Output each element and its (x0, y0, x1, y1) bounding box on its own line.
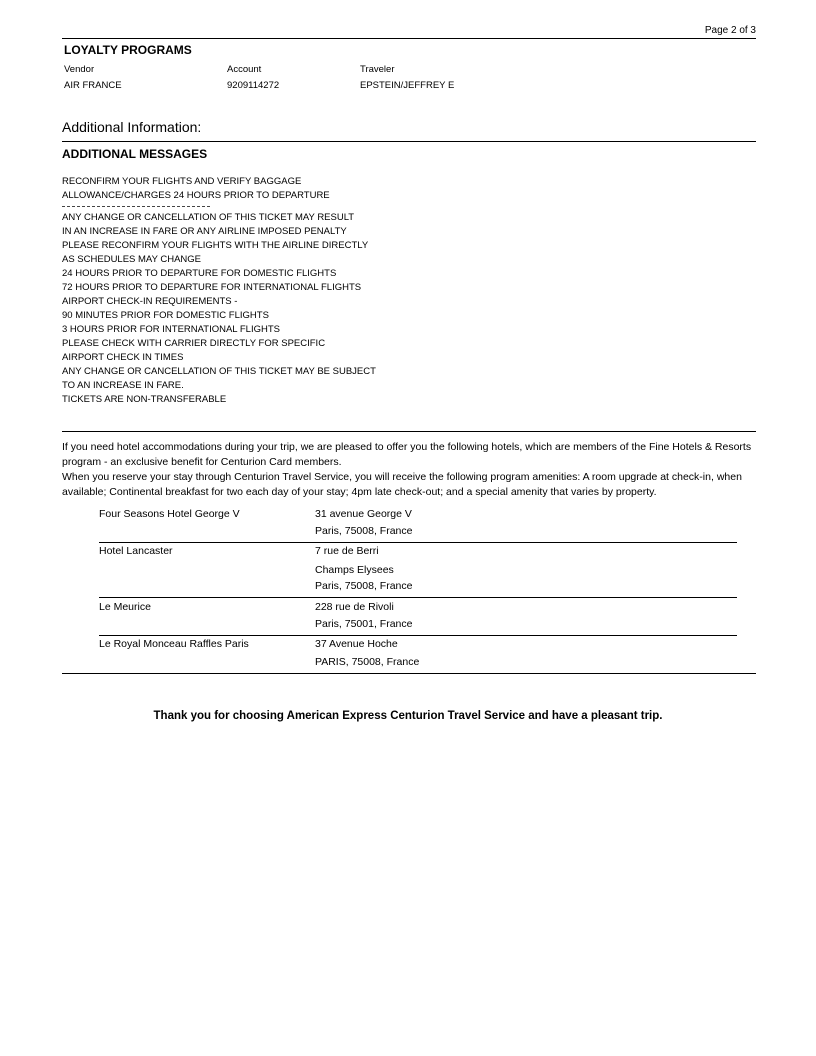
hotel-address-line: Paris, 75008, France (315, 580, 413, 592)
hotel-name: Four Seasons Hotel George V (99, 508, 240, 520)
additional-info-divider (62, 141, 756, 142)
hotel-row-divider (99, 542, 737, 543)
message-line: RECONFIRM YOUR FLIGHTS AND VERIFY BAGGAGE (62, 176, 302, 187)
messages-heading: ADDITIONAL MESSAGES (62, 147, 208, 161)
message-line: ANY CHANGE OR CANCELLATION OF THIS TICKET MAY RESULT (62, 212, 355, 223)
hotel-address-line: 7 rue de Berri (315, 545, 379, 557)
hotel-row-divider (99, 597, 737, 598)
loyalty-vendor: AIR FRANCE (64, 80, 122, 91)
hotel-address-line: Paris, 75008, France (315, 525, 413, 537)
message-line: AIRPORT CHECK IN TIMES (62, 352, 184, 363)
hotels-intro-1: If you need hotel accommodations during your trip, we are pleased to offer you the following hotels, which are members of the Fine Hotels & Resorts program - an exclusive benefit for Centurion Card members. (62, 441, 752, 468)
hotel-name: Le Royal Monceau Raffles Paris (99, 638, 249, 650)
col-traveler-header: Traveler (360, 64, 395, 75)
message-line: 3 HOURS PRIOR FOR INTERNATIONAL FLIGHTS (62, 324, 280, 335)
loyalty-heading: LOYALTY PROGRAMS (64, 43, 192, 57)
message-line: PLEASE CHECK WITH CARRIER DIRECTLY FOR SPECIFIC (62, 338, 326, 349)
message-line: ALLOWANCE/CHARGES 24 HOURS PRIOR TO DEPARTURE (62, 190, 330, 201)
message-line: ANY CHANGE OR CANCELLATION OF THIS TICKET MAY BE SUBJECT (62, 366, 376, 377)
col-account-header: Account (227, 64, 262, 75)
col-vendor-header: Vendor (64, 64, 95, 75)
message-line: TO AN INCREASE IN FARE. (62, 380, 184, 391)
hotels-divider (62, 431, 756, 432)
message-line: PLEASE RECONFIRM YOUR FLIGHTS WITH THE AIRLINE DIRECTLY (62, 240, 369, 251)
hotel-address-line: PARIS, 75008, France (315, 656, 420, 668)
dashed-separator (62, 206, 210, 207)
message-line: IN AN INCREASE IN FARE OR ANY AIRLINE IMPOSED PENALTY (62, 226, 347, 237)
message-line: 90 MINUTES PRIOR FOR DOMESTIC FLIGHTS (62, 310, 269, 321)
page-number: Page 2 of 3 (704, 25, 756, 36)
message-line: 24 HOURS PRIOR TO DEPARTURE FOR DOMESTIC FLIGHTS (62, 268, 337, 279)
loyalty-account: 9209114272 (227, 80, 280, 91)
hotel-name: Hotel Lancaster (99, 545, 173, 557)
message-line: AIRPORT CHECK-IN REQUIREMENTS - (62, 296, 238, 307)
additional-info-title: Additional Information: (62, 119, 202, 135)
hotel-name: Le Meurice (99, 601, 151, 613)
hotel-address-line: Paris, 75001, France (315, 618, 413, 630)
closing-message: Thank you for choosing American Express Centurion Travel Service and have a pleasant trip. (153, 710, 663, 722)
hotel-address-line: 37 Avenue Hoche (315, 638, 398, 650)
hotel-address-line: 228 rue de Rivoli (315, 601, 394, 613)
hotels-bottom-divider (62, 673, 756, 674)
message-line: AS SCHEDULES MAY CHANGE (62, 254, 202, 265)
loyalty-traveler: EPSTEIN/JEFFREY E (360, 80, 455, 91)
hotels-intro-2: When you reserve your stay through Centurion Travel Service, you will receive the following program amenities: A room upgrade at check-in, when available; Continental breakfast for two each day of your stay; 4pm late check-out; and a special amenity that varies by property. (62, 471, 742, 498)
hotel-address-line: Champs Elysees (315, 564, 394, 576)
hotel-row-divider (99, 635, 737, 636)
message-line: TICKETS ARE NON-TRANSFERABLE (62, 394, 227, 405)
message-line: 72 HOURS PRIOR TO DEPARTURE FOR INTERNATIONAL FLIGHTS (62, 282, 362, 293)
top-divider (62, 38, 756, 39)
hotel-address-line: 31 avenue George V (315, 508, 412, 520)
